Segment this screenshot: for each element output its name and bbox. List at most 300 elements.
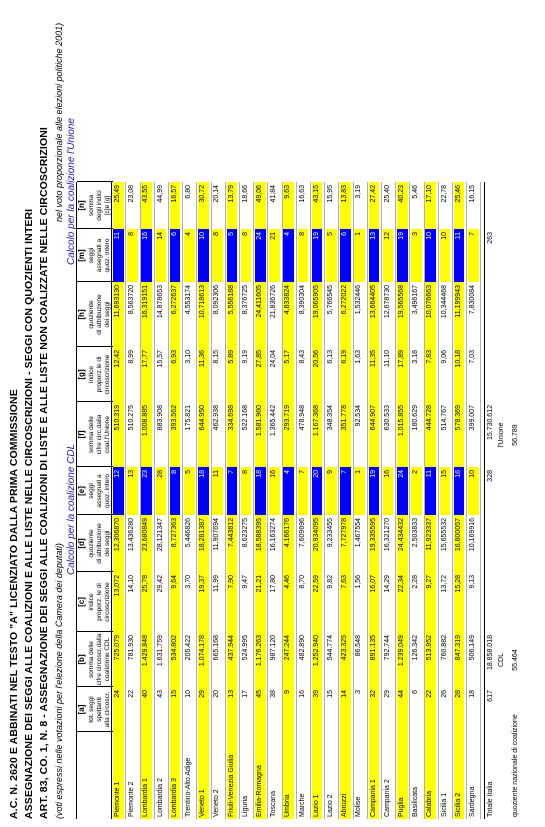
table-cell: 665.168 — [213, 635, 221, 661]
table-cell: 17,77 — [142, 350, 150, 368]
table-cell: 23,08 — [128, 185, 136, 203]
table-cell: 18 — [199, 470, 207, 478]
table-cell: 7 — [298, 470, 306, 474]
table-cell: 18,281387 — [199, 518, 207, 552]
table-cell: 16 — [142, 232, 150, 240]
table-cell: 5,446826 — [185, 518, 192, 548]
table-cell: 17,89 — [398, 350, 405, 368]
table-cell: 8,15 — [213, 350, 221, 364]
table-cell: 49,06 — [256, 185, 263, 203]
table-cell: 578.369 — [454, 405, 462, 431]
table-cell: 22,34 — [398, 575, 405, 593]
table-cell: 11,10 — [383, 350, 391, 367]
table-cell: 16,63 — [298, 185, 306, 203]
circoscrizione-name: Campania 2 — [383, 779, 391, 817]
table-cell: 11,923337 — [426, 518, 434, 551]
table-cell: 43 — [156, 690, 164, 698]
table-cell: 18,588395 — [256, 518, 263, 552]
table-cell: 3,496167 — [412, 285, 420, 315]
circoscrizione-name: Lazio 2 — [327, 794, 334, 817]
table-cell: 3,10 — [185, 350, 192, 364]
table-cell: 1.239.049 — [398, 635, 405, 667]
table-cell: 20,934095 — [312, 518, 320, 552]
table-cell: 13 — [227, 690, 235, 698]
table-cell: 11,99 — [213, 575, 221, 592]
table-cell: 5 — [185, 470, 192, 474]
table-cell: 482.890 — [298, 635, 306, 661]
totals-rule — [484, 182, 485, 819]
table-cell: 5,766545 — [327, 285, 334, 315]
table-cell: 534.802 — [170, 635, 178, 661]
table-cell: 7,727978 — [341, 518, 349, 548]
table-cell: 30,72 — [199, 185, 207, 203]
table-cell: 4,46 — [284, 575, 292, 589]
table-cell: 8,092306 — [213, 285, 221, 315]
table-cell: 22,59 — [312, 575, 320, 593]
column-header: seggi assegnati a quoz. intero — [88, 238, 111, 273]
table-cell: 21,836726 — [270, 285, 278, 319]
table-cell: 32 — [369, 690, 377, 698]
table-cell: 7,443812 — [227, 518, 235, 548]
table-cell: 43,15 — [312, 185, 320, 203]
table-cell: 40 — [142, 690, 150, 698]
table-cell: 760.882 — [440, 635, 448, 661]
circoscrizione-name: Piemonte 1 — [114, 781, 121, 817]
table-cell: 6 — [341, 232, 349, 236]
document-subtitle-1: ASSEGNAZIONE DEI SEGGI ALLE COALIZIONI E ALLE LISTE NELLE CIRCOSCRIZIONI - SEGGI CON QUOZIENTI INTERI — [23, 208, 35, 819]
circoscrizione-name: Friuli-Venezia Giulia — [227, 754, 235, 817]
table-cell: 351.778 — [341, 405, 349, 431]
table-cell: 1,532446 — [355, 285, 363, 315]
totals-coalition-label: l'Unione — [498, 422, 506, 448]
table-cell: 7,63 — [341, 575, 349, 589]
row-rule — [480, 182, 481, 819]
column-header: quoziente di attribuzione dei seggi — [88, 294, 111, 335]
table-cell: 1 — [355, 232, 363, 236]
table-cell: 27,42 — [369, 185, 377, 203]
table-cell: 15,655532 — [440, 518, 448, 552]
table-cell: 11 — [426, 470, 434, 478]
column-letter: [f] — [77, 430, 86, 439]
table-cell: 444.728 — [426, 405, 434, 431]
table-cell: 126.342 — [412, 635, 420, 661]
column-letter: [e] — [77, 486, 86, 496]
column-letter: [h] — [77, 309, 86, 320]
table-cell: 10 — [426, 232, 434, 240]
table-cell: 4 — [185, 232, 192, 236]
table-cell: 1.074.178 — [199, 635, 207, 667]
circoscrizione-name: Lombardia 3 — [170, 778, 178, 817]
table-cell: 10 — [185, 690, 192, 698]
circoscrizione-name: Veneto 1 — [199, 789, 207, 817]
table-cell: 10 — [469, 470, 476, 478]
totals-coalition-label: CDL — [498, 653, 506, 668]
table-cell: 9,63 — [284, 185, 292, 199]
table-cell: 28 — [156, 470, 164, 478]
column-header: indice proporz. le di circoscrizione — [88, 582, 111, 622]
table-cell: 11 — [114, 232, 121, 240]
table-cell: 462.938 — [213, 405, 221, 431]
table-cell: 86.548 — [355, 635, 363, 657]
table-cell: 1 — [355, 470, 363, 474]
table-cell: 8,623275 — [241, 518, 249, 548]
table-cell: 20,14 — [213, 185, 221, 203]
table-cell: 25,78 — [142, 575, 150, 593]
table-cell: 23 — [142, 470, 150, 478]
table-cell: 92.534 — [355, 405, 363, 427]
table-cell: 6,272022 — [341, 285, 349, 315]
column-header: somma delle cifre circ.dalla coal.l'Unione — [88, 414, 111, 455]
table-cell: 781.930 — [128, 635, 136, 661]
table-cell: 19,37 — [199, 575, 207, 593]
table-cell: 7,90 — [227, 575, 235, 589]
table-cell: 399.007 — [469, 405, 476, 431]
table-cell: 10,344468 — [440, 285, 448, 319]
table-cell: 9 — [284, 690, 292, 694]
circoscrizione-name: Lombardia 2 — [156, 778, 164, 817]
table-cell: 3 — [412, 232, 420, 236]
table-cell: 6 — [170, 232, 178, 236]
table-cell: 12 — [383, 232, 391, 240]
table-cell: 1.015.855 — [398, 405, 405, 437]
table-cell: 10,076663 — [426, 285, 434, 319]
table-cell: 10 — [199, 232, 207, 240]
table-cell: 14 — [156, 232, 164, 240]
column-rule — [77, 631, 113, 632]
table-cell: 8,727363 — [170, 518, 178, 548]
table-cell: 9,47 — [241, 575, 249, 589]
table-cell: 7 — [469, 232, 476, 236]
table-cell: 8,43 — [298, 350, 306, 364]
table-cell: 12,678730 — [383, 285, 391, 319]
totals-cell: 617 — [487, 690, 495, 702]
table-cell: 24 — [114, 690, 121, 698]
column-header: somma delle cifre circoscr.dalla coalizione CDL — [88, 633, 111, 686]
table-cell: 8,99 — [128, 350, 136, 364]
table-cell: 15 — [440, 470, 448, 478]
table-cell: 644.950 — [199, 405, 207, 431]
table-cell: 5,556188 — [227, 285, 235, 315]
column-rule — [77, 281, 113, 282]
table-cell: 8,390304 — [298, 285, 306, 315]
table-cell: 5 — [227, 232, 235, 236]
table-cell: 1,467554 — [355, 518, 363, 548]
totals-cell: 263 — [487, 232, 495, 244]
table-cell: 987.120 — [270, 635, 278, 661]
table-cell: 8 — [241, 470, 249, 474]
column-header: tot. seggi spettanti alla circoscr. — [88, 691, 111, 728]
table-cell: 3,70 — [185, 575, 192, 589]
document-subtitle-2: ART. 83, CO. 1, N. 8 - ASSEGNAZIONE DEI SEGGI ALLE COALIZIONI DI LISTE E ALLE LISTE NON COALIZZATE NELLE CIRCOSCRIZIONI — [38, 127, 50, 819]
table-cell: 38 — [270, 690, 278, 698]
column-header: seggi assegnati a quoz. intero — [88, 474, 111, 508]
table-cell: 13 — [128, 470, 136, 478]
table-cell: 16,163274 — [270, 518, 278, 552]
table-cell: 41,84 — [270, 185, 278, 203]
circoscrizione-name: Calabria — [426, 790, 434, 817]
table-cell: 510.275 — [128, 405, 136, 431]
table-cell: 24 — [256, 232, 263, 240]
column-rule — [77, 401, 113, 402]
table-cell: 4,166176 — [284, 518, 292, 548]
table-cell: 11,35 — [369, 350, 377, 367]
table-cell: 10,169916 — [469, 518, 476, 552]
table-cell: 9 — [327, 470, 334, 474]
table-cell: 13,72 — [440, 575, 448, 593]
table-cell: 11,36 — [199, 350, 207, 367]
column-header: somma degli indici [c]e [g] — [88, 190, 111, 221]
table-cell: 7,609696 — [298, 518, 306, 548]
table-cell: 22 — [426, 690, 434, 698]
circoscrizione-name: Umbria — [284, 794, 292, 817]
table-cell: 16,319151 — [142, 285, 150, 319]
table-cell: 7,83 — [426, 350, 434, 364]
table-cell: 11,199943 — [454, 285, 462, 318]
table-cell: 6,13 — [327, 350, 334, 364]
table-cell: 13,79 — [227, 185, 235, 203]
table-cell: 9,06 — [440, 350, 448, 364]
quoziente-unione: 56.789 — [512, 424, 520, 446]
table-cell: 19 — [398, 232, 405, 240]
table-cell: 4 — [284, 470, 292, 474]
table-cell: 1.581.960 — [256, 405, 263, 437]
table-cell: 19 — [369, 470, 377, 478]
table-cell: 39 — [312, 690, 320, 698]
table-cell: 1.176.263 — [256, 635, 263, 667]
table-cell: 1,56 — [355, 575, 363, 589]
table-cell: 29 — [199, 690, 207, 698]
circoscrizione-name: Sicilia 2 — [454, 792, 462, 817]
totals-cell: 18.858.018 — [487, 635, 495, 671]
table-cell: 16,800057 — [454, 518, 462, 552]
table-cell: 522.168 — [241, 405, 249, 431]
table-cell: 180.629 — [412, 405, 420, 431]
table-cell: 15,95 — [327, 185, 334, 203]
table-cell: 18 — [469, 690, 476, 698]
table-cell: 644.907 — [369, 405, 377, 431]
table-cell: 1.167.368 — [312, 405, 320, 437]
table-cell: 43,55 — [142, 185, 150, 203]
table-cell: 9,13 — [469, 575, 476, 589]
circoscrizione-name: Piemonte 2 — [128, 781, 136, 817]
table-cell: 24,04 — [270, 350, 278, 368]
totals-cell: 15.730.612 — [487, 405, 495, 441]
circoscrizione-name: Sicilia 1 — [440, 792, 448, 817]
table-cell: 348.354 — [327, 405, 334, 431]
table-cell: 26 — [440, 690, 448, 698]
table-cell: 13 — [369, 232, 377, 240]
table-cell: 10,718613 — [199, 285, 207, 319]
table-cell: 8 — [213, 232, 221, 236]
column-letter: [d] — [77, 538, 86, 549]
circoscrizione-name: Trentino-Alto Adige — [185, 757, 192, 817]
table-cell: 12,306870 — [114, 518, 121, 552]
table-cell: 393.562 — [170, 405, 178, 431]
table-cell: 29 — [383, 690, 391, 698]
table-cell: 22,78 — [440, 185, 448, 203]
table-cell: 847.319 — [454, 635, 462, 661]
table-cell: 4,553174 — [185, 285, 192, 315]
table-cell: 1.631.759 — [156, 635, 164, 667]
table-cell: 792.744 — [383, 635, 391, 661]
table-cell: 20,56 — [312, 350, 320, 368]
table-cell: 4,833824 — [284, 285, 292, 315]
column-rule — [77, 466, 113, 467]
table-cell: 6,272637 — [170, 285, 178, 315]
column-rule — [77, 686, 113, 687]
column-rule — [77, 514, 113, 515]
column-header: indice proporz.le di circoscrizione — [88, 354, 111, 395]
table-cell: 5 — [327, 232, 334, 236]
circoscrizione-name: Molise — [355, 796, 363, 817]
document-title: A.C. N. 2620 E ABBINATI NEL TESTO "A" LICENZIATO DALLA PRIMA COMMISSIONE — [8, 389, 20, 819]
table-cell: 8,376725 — [241, 285, 249, 315]
table-cell: 544.774 — [327, 635, 334, 661]
table-cell: 16 — [454, 470, 462, 478]
table-cell: 18 — [256, 470, 263, 478]
quoziente-cdl: 55.464 — [512, 649, 520, 671]
table-cell: 514.767 — [440, 405, 448, 431]
column-letter: [b] — [77, 654, 86, 665]
column-letter: [g] — [77, 369, 86, 380]
table-cell: 7,03 — [469, 350, 476, 364]
totals-label: Totale Italia — [487, 781, 495, 817]
table-cell: 2,28 — [412, 575, 420, 589]
table-cell: 25,46 — [454, 185, 462, 203]
table-cell: 3 — [355, 690, 363, 694]
table-cell: 28 — [454, 690, 462, 698]
table-cell: 3,18 — [412, 350, 420, 364]
table-cell: 6 — [412, 690, 420, 694]
table-cell: 8,70 — [298, 575, 306, 589]
table-cell: 16,321270 — [383, 518, 391, 552]
table-cell: 506.149 — [469, 635, 476, 661]
table-cell: 510.319 — [114, 405, 121, 431]
table-cell: 11,693130 — [114, 285, 121, 318]
table-cell: 15 — [327, 690, 334, 698]
table-cell: 20 — [312, 470, 320, 478]
table-cell: 334.698 — [227, 405, 235, 431]
table-cell: 5,17 — [284, 350, 292, 364]
table-cell: 15,28 — [454, 575, 462, 593]
header-rule-top — [76, 182, 77, 819]
table-cell: 16 — [383, 470, 391, 478]
table-cell: 8 — [170, 470, 178, 474]
table-cell: 17,80 — [270, 575, 278, 593]
table-cell: 883.908 — [156, 405, 164, 431]
circoscrizione-name: Sardegna — [469, 786, 476, 817]
section-unione: Calcolo per la coalizione l'Unione — [66, 118, 77, 265]
column-rule — [77, 731, 113, 732]
table-cell: 44,99 — [156, 185, 164, 203]
circoscrizione-name: Toscana — [270, 790, 278, 817]
table-cell: 12,42 — [114, 350, 121, 368]
table-cell: 8 — [128, 232, 136, 236]
table-cell: 8 — [241, 232, 249, 236]
table-cell: 891.135 — [369, 635, 377, 661]
quoziente-label: quoziente nazionale di coalizione — [512, 714, 520, 817]
table-cell: 15,57 — [156, 350, 164, 368]
table-cell: 630.533 — [383, 405, 391, 431]
table-cell: 13,436280 — [128, 518, 136, 552]
table-cell: 423.325 — [341, 635, 349, 661]
circoscrizione-name: Emilia-Romagna — [256, 765, 263, 817]
table-cell: 10,18 — [454, 350, 462, 368]
table-cell: 9,19 — [241, 350, 249, 364]
table-cell: 21 — [270, 232, 278, 240]
table-cell: 28,121347 — [156, 518, 164, 552]
column-letter: [m] — [77, 249, 86, 262]
table-cell: 13,664405 — [369, 285, 377, 319]
table-cell: 293.719 — [284, 405, 292, 431]
column-rule — [77, 228, 113, 229]
table-cell: 19 — [312, 232, 320, 240]
table-cell: 44 — [398, 690, 405, 698]
table-cell: 6,19 — [341, 350, 349, 364]
table-cell: 11 — [454, 232, 462, 240]
table-cell: 1,63 — [355, 350, 363, 364]
table-cell: 23,680849 — [142, 518, 150, 552]
table-cell: 5,89 — [227, 350, 235, 364]
table-cell: 19,065905 — [312, 285, 320, 319]
table-cell: 9,233455 — [327, 518, 334, 548]
table-cell: 11 — [213, 470, 221, 478]
table-cell: 9,64 — [170, 575, 178, 589]
table-cell: 175.821 — [185, 405, 192, 431]
table-cell: 24 — [398, 470, 405, 478]
table-cell: 16,57 — [170, 185, 178, 203]
table-cell: 14,878653 — [156, 285, 164, 319]
table-cell: 2 — [412, 470, 420, 474]
table-cell: 247.244 — [284, 635, 292, 661]
table-cell: 524.995 — [241, 635, 249, 661]
circoscrizione-name: Liguria — [241, 795, 249, 817]
table-cell: 1.429.848 — [142, 635, 150, 667]
totals-cell: 328 — [487, 470, 495, 482]
table-cell: 25,49 — [114, 185, 121, 203]
table-cell: 1.008.885 — [142, 405, 150, 437]
table-cell: 1.365.442 — [270, 405, 278, 437]
table-cell: 16,15 — [469, 185, 476, 203]
table-cell: 24,411605 — [256, 285, 263, 318]
table-cell: 8,563720 — [128, 285, 136, 315]
table-cell: 20 — [213, 690, 221, 698]
table-cell: 13,83 — [341, 185, 349, 203]
column-header: quoziente di attribuzione dei seggi — [88, 523, 111, 564]
table-cell: 7 — [227, 470, 235, 474]
table-cell: 9,27 — [426, 575, 434, 589]
table-cell: 10 — [440, 232, 448, 240]
table-cell: 6,80 — [185, 185, 192, 199]
circoscrizione-name: Marche — [298, 793, 306, 817]
table-cell: 19,335595 — [369, 518, 377, 552]
circoscrizione-name: Lazio 1 — [312, 794, 320, 817]
table-cell: 437.944 — [227, 635, 235, 661]
circoscrizione-name: Abruzzi — [341, 793, 349, 817]
table-cell: 205.422 — [185, 635, 192, 661]
proportional-note: nel voto proporzionale alle elezioni politiche 2001) — [54, 22, 64, 222]
table-cell: 3,19 — [355, 185, 363, 199]
table-cell: 17 — [241, 690, 249, 698]
circoscrizione-name: Campania 1 — [369, 779, 377, 817]
table-cell: 4 — [284, 232, 292, 236]
table-cell: 9,82 — [327, 575, 334, 589]
table-cell: 2,503833 — [412, 518, 420, 548]
column-rule — [77, 571, 113, 572]
table-cell: 19,565568 — [398, 285, 405, 319]
table-cell: 17,10 — [426, 185, 434, 203]
table-cell: 5,46 — [412, 185, 420, 199]
